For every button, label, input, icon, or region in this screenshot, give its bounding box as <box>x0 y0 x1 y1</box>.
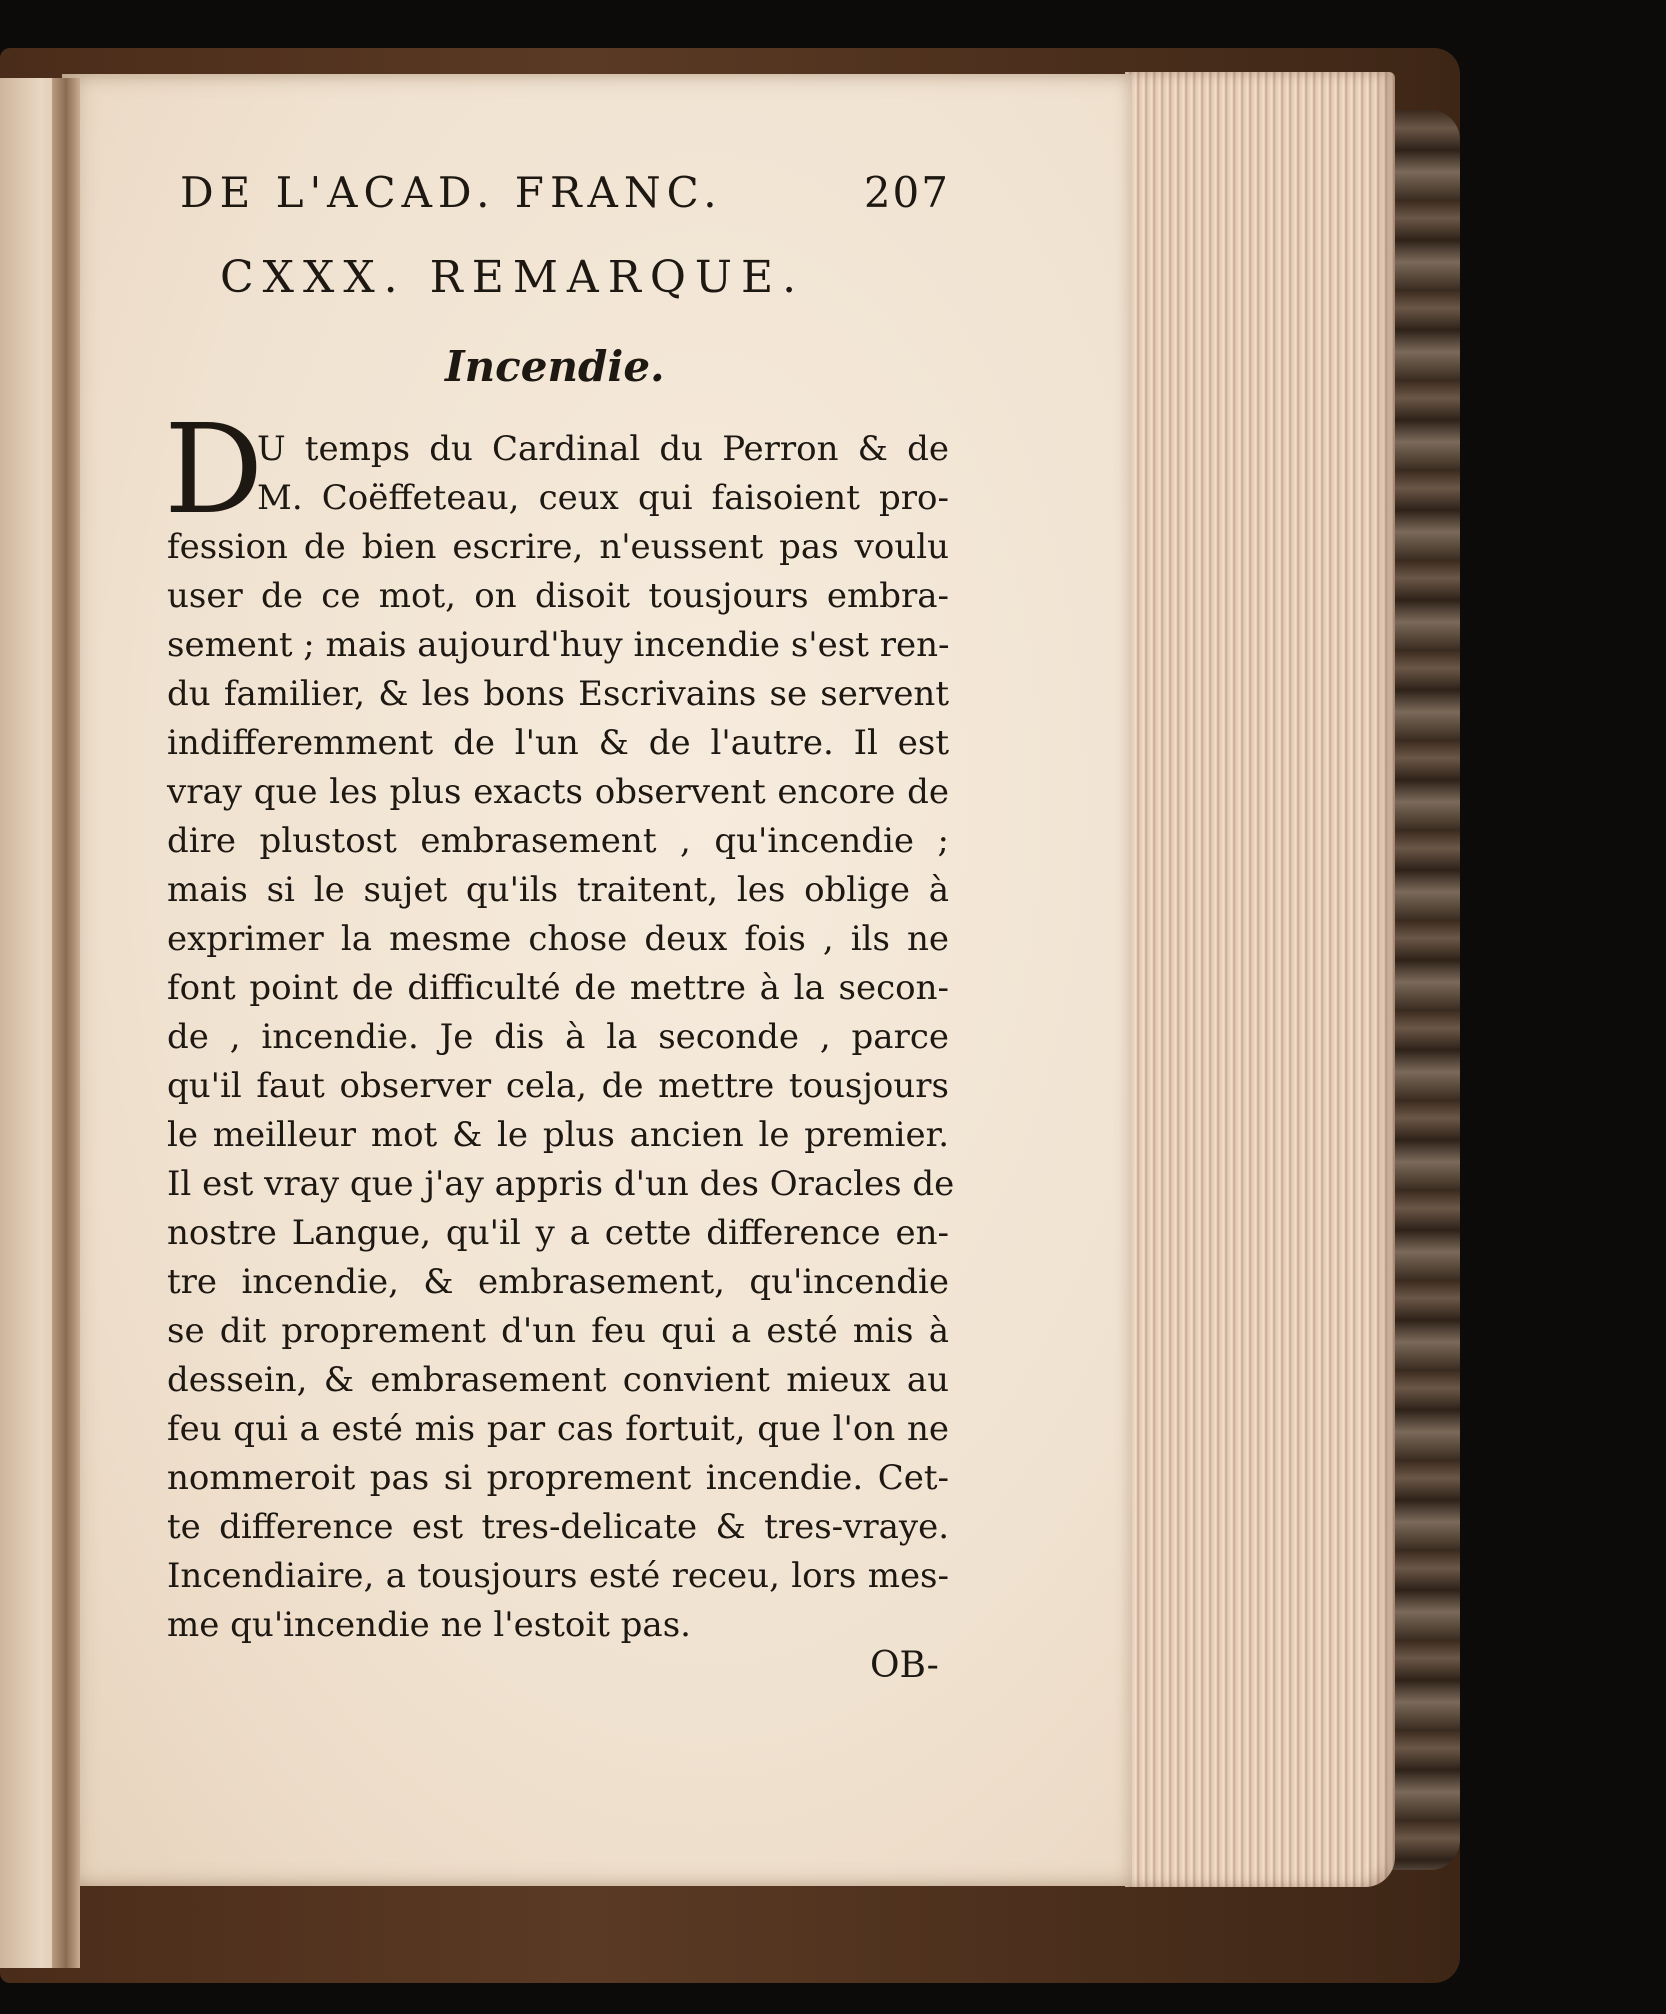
text-line: sement ; mais aujourd'huy incendie s'est ren- <box>167 625 950 665</box>
catchword: OB- <box>870 1645 939 1686</box>
text-line: fession de bien escrire, n'eussent pas voulu <box>167 527 949 567</box>
text-line: qu'il faut observer cela, de mettre tousjours <box>167 1066 949 1106</box>
text-line: mais si le sujet qu'ils traitent, les oblige à <box>167 870 949 910</box>
text-line: U temps du Cardinal du Perron & de <box>257 429 949 469</box>
entry-title: Incendie. <box>445 342 665 391</box>
drop-cap: D <box>164 398 264 542</box>
text-line: se dit proprement d'un feu qui a esté mis à <box>167 1311 949 1351</box>
text-line: tre incendie, & embrasement, qu'incendie <box>167 1262 949 1302</box>
text-line: le meilleur mot & le plus ancien le premier. <box>167 1115 949 1155</box>
body-text <box>167 425 955 1650</box>
text-line: Il est vray que j'ay appris d'un des Oracles de <box>167 1164 955 1204</box>
text-line: font point de difficulté de mettre à la secon- <box>167 968 949 1008</box>
page-block-edges <box>1125 72 1395 1887</box>
text-line: du familier, & les bons Escrivains se servent <box>167 674 949 714</box>
text-line: nostre Langue, qu'il y a cette difference en- <box>167 1213 949 1253</box>
text-line: dire plustost embrasement , qu'incendie ; <box>167 821 949 861</box>
text-line: nommeroit pas si proprement incendie. Cet- <box>167 1458 949 1498</box>
running-head <box>180 168 950 217</box>
text-line: me qu'incendie ne l'estoit pas. <box>167 1605 691 1645</box>
page-number: 207 <box>863 168 950 217</box>
book-gutter <box>52 78 80 1968</box>
text-line: M. Coëffeteau, ceux qui faisoient pro- <box>257 478 949 518</box>
text-line: te difference est tres-delicate & tres-vraye. <box>167 1507 949 1547</box>
text-line: Incendiaire, a tousjours esté receu, lors mes- <box>167 1556 949 1596</box>
remark-heading: CXXX. REMARQUE. <box>220 252 806 303</box>
text-line: exprimer la mesme chose deux fois , ils ne <box>167 919 949 959</box>
text-line: user de ce mot, on disoit tousjours embra- <box>167 576 949 616</box>
text-line: de , incendie. Je dis à la seconde , parce <box>167 1017 949 1057</box>
running-title: DE L'ACAD. FRANC. <box>180 168 723 217</box>
text-line: indifferemment de l'un & de l'autre. Il est <box>167 723 949 763</box>
text-line: feu qui a esté mis par cas fortuit, que l'on ne <box>167 1409 949 1449</box>
text-line: dessein, & embrasement convient mieux au <box>167 1360 949 1400</box>
text-line: vray que les plus exacts observent encore de <box>167 772 949 812</box>
